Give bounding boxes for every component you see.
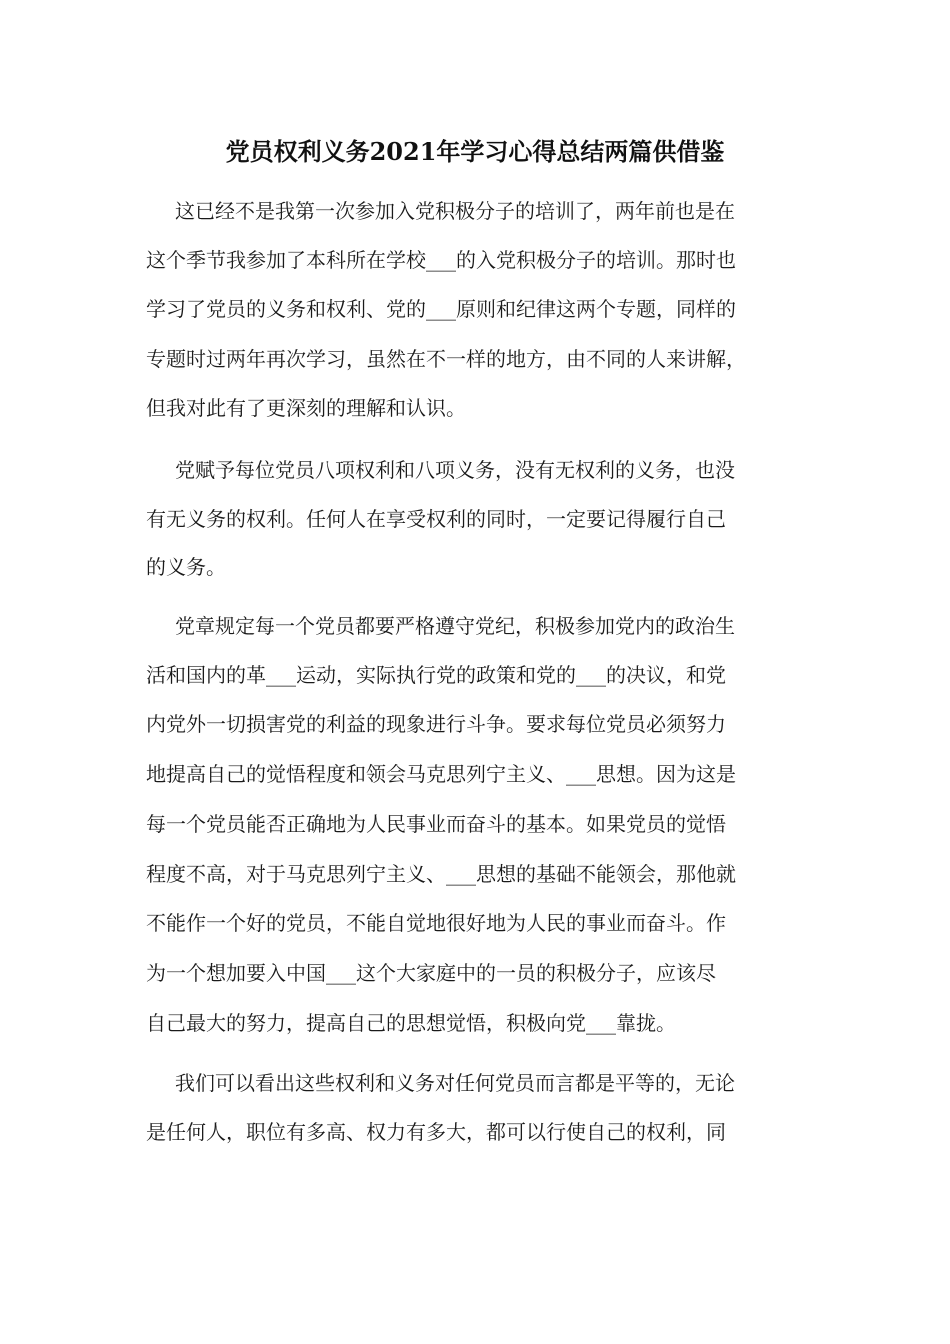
paragraph-2-line-1: 党赋予每位党员八项权利和八项义务，没有无权利的义务，也没 — [175, 458, 735, 482]
paragraph-3-line-3: 内党外一切损害党的利益的现象进行斗争。要求每位党员必须努力 — [146, 712, 726, 736]
paragraph-3-line-6: 程度不高，对于马克思列宁主义、___思想的基础不能领会，那他就 — [146, 862, 736, 886]
paragraph-1-line-4: 专题时过两年再次学习，虽然在不一样的地方，由不同的人来讲解， — [146, 347, 746, 371]
paragraph-2-line-2: 有无义务的权利。任何人在享受权利的同时，一定要记得履行自己 — [146, 507, 726, 531]
paragraph-1-line-2: 这个季节我参加了本科所在学校___的入党积极分子的培训。那时也 — [146, 248, 736, 272]
paragraph-1-line-1: 这已经不是我第一次参加入党积极分子的培训了，两年前也是在 — [175, 199, 735, 223]
paragraph-3-line-5: 每一个党员能否正确地为人民事业而奋斗的基本。如果党员的觉悟 — [146, 812, 726, 836]
document-title: 党员权利义务2021年学习心得总结两篇供借鉴 — [225, 137, 725, 166]
paragraph-3-line-7: 不能作一个好的党员，不能自觉地很好地为人民的事业而奋斗。作 — [146, 911, 726, 935]
paragraph-4-line-2: 是任何人，职位有多高、权力有多大，都可以行使自己的权利，同 — [146, 1120, 726, 1144]
paragraph-2-line-3: 的义务。 — [146, 555, 226, 579]
paragraph-3-line-2: 活和国内的革___运动，实际执行党的政策和党的___的决议，和党 — [146, 663, 726, 687]
paragraph-3-line-9: 自己最大的努力，提高自己的思想觉悟，积极向党___靠拢。 — [146, 1011, 676, 1035]
paragraph-4-line-1: 我们可以看出这些权利和义务对任何党员而言都是平等的，无论 — [175, 1071, 735, 1095]
paragraph-1-line-5: 但我对此有了更深刻的理解和认识。 — [146, 396, 466, 420]
paragraph-1-line-3: 学习了党员的义务和权利、党的___原则和纪律这两个专题，同样的 — [146, 297, 736, 321]
paragraph-3-line-8: 为一个想加要入中国___这个大家庭中的一员的积极分子，应该尽 — [146, 961, 716, 985]
paragraph-3-line-1: 党章规定每一个党员都要严格遵守党纪，积极参加党内的政治生 — [175, 614, 735, 638]
paragraph-3-line-4: 地提高自己的觉悟程度和领会马克思列宁主义、___思想。因为这是 — [146, 762, 736, 786]
